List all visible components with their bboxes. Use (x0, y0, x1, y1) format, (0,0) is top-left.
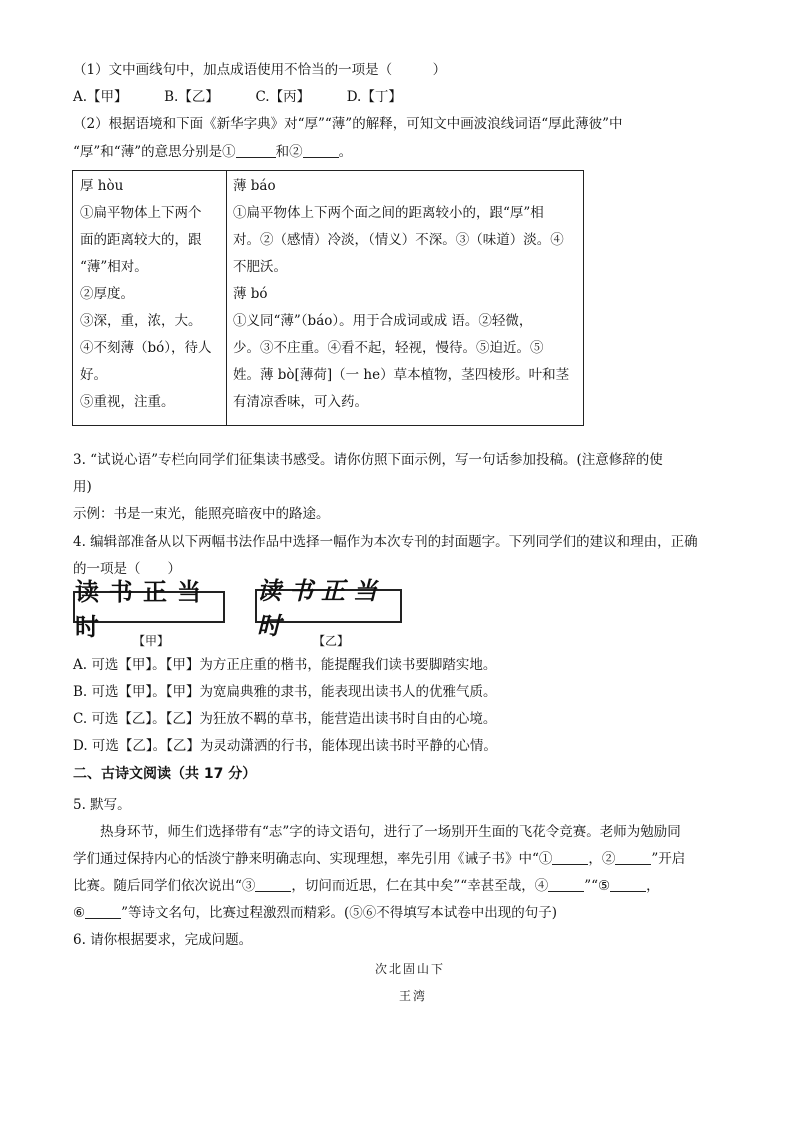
dict-hou-line: 厚 hòu (80, 178, 124, 194)
dict-bao-line: 姓。薄 bò[薄荷]（一 he）草本植物，茎四棱形。叶和茎 (233, 367, 570, 383)
dict-hou-line: “薄”相对。 (80, 259, 148, 275)
q5-paragraph-line: ⑥ ”等诗文名句，比赛过程激烈而精彩。(⑤⑥不得填写本试卷中出现的句子) (73, 905, 558, 921)
dict-bao-line: ①扁平物体上下两个面之间的距离较小的，跟“厚”相 (233, 205, 544, 221)
q5-title: 5. 默写。 (73, 797, 131, 813)
q1-option-c: C.【丙】 (255, 89, 311, 105)
dict-entry-hou (73, 171, 227, 425)
dict-hou-line: 好。 (80, 367, 107, 383)
poem-author: 王湾 (399, 989, 428, 1003)
dict-hou-line: 面的距离较大的，跟 (80, 232, 202, 248)
answer-blank-6[interactable] (85, 904, 121, 919)
q4-option-b: B. 可选【甲】。【甲】为宽扁典雅的隶书，能表现出读书人的优雅气质。 (73, 684, 497, 700)
q1-option-b: B.【乙】 (164, 89, 219, 105)
answer-blank-5[interactable] (610, 877, 646, 892)
answer-blank-2[interactable] (303, 143, 339, 158)
q5-paragraph-line: 比赛。随后同学们依次说出“③ ，切问而近思，仁在其中矣”“幸甚至哉，④ ”“⑤ ， (73, 878, 660, 894)
calligraphy-yi-label: 【乙】 (313, 634, 350, 648)
dict-bao-line: 有清凉香味，可入药。 (233, 394, 368, 410)
section-title: 二、古诗文阅读（共 17 分） (73, 766, 257, 782)
dict-bao-line: 少。③不庄重。④看不起，轻视，慢待。⑤迫近。⑤ (233, 340, 544, 356)
q6-title: 6. 请你根据要求，完成问题。 (73, 932, 253, 948)
dictionary-table (72, 170, 584, 426)
q1-option-a: A.【甲】 (73, 89, 128, 105)
calligraphy-yi-text: 读书正当时 (257, 576, 385, 640)
q2-stem: （2）根据语境和下面《新华字典》对“厚”“薄”的解释，可知文中画波浪线词语“厚此薄彼”中 (73, 116, 623, 132)
dict-bao-line: 不肥沃。 (233, 259, 287, 275)
q2-answer-line: “厚”和“薄”的意思分别是① 和② 。 (73, 144, 353, 160)
dict-hou-line: ③深，重，浓，大。 (80, 313, 202, 329)
q4-option-d: D. 可选【乙】。【乙】为灵动潇洒的行书，能体现出读书时平静的心情。 (73, 738, 497, 754)
calligraphy-yi (255, 576, 402, 640)
answer-blank-1[interactable] (236, 143, 276, 158)
q4-option-a: A. 可选【甲】。【甲】为方正庄重的楷书，能提醒我们读书要脚踏实地。 (73, 657, 497, 673)
dict-bao-line: ①义同“薄”（báo）。用于合成词或成 语。②轻微， (233, 313, 533, 329)
q3-example: 示例：书是一束光，能照亮暗夜中的路途。 (73, 506, 330, 522)
dict-entry-bao (226, 171, 583, 425)
q4-stem-cont: 的一项是（ ） (73, 561, 181, 577)
dict-hou-line: ②厚度。 (80, 286, 134, 302)
answer-blank-2[interactable] (615, 850, 651, 865)
q5-paragraph-line: 学们通过保持内心的恬淡宁静来明确志向、实现理想，率先引用《诫子书》中“① ，② ”开启 (73, 851, 686, 867)
answer-blank-4[interactable] (548, 877, 584, 892)
calligraphy-jia-text: 读书正当时 (75, 577, 211, 641)
q4-option-c: C. 可选【乙】。【乙】为狂放不羁的草书，能营造出读书时自由的心境。 (73, 711, 497, 727)
q5-paragraph: 热身环节，师生们选择带有“志”字的诗文语句，进行了一场别开生面的飞花令竞赛。老师为勉励同 (100, 824, 681, 840)
dict-bao-line: 对。②（感情）冷淡，（情义）不深。③（味道）淡。④ (233, 232, 564, 248)
q3-stem-cont: 用) (73, 479, 92, 495)
poem-title: 次北固山下 (375, 962, 446, 976)
q1-options (73, 87, 402, 107)
q3-stem: 3. “试说心语”专栏向同学们征集读书感受。请你仿照下面示例，写一句话参加投稿。(注意修辞的使 (73, 452, 663, 468)
dict-hou-line: ①扁平物体上下两个 (80, 205, 202, 221)
q1-stem: （1）文中画线句中，加点成语使用不恰当的一项是（ ） (73, 62, 447, 78)
dict-bao-line: 薄 báo (233, 178, 276, 194)
dict-hou-line: ④不刻薄（bó），待人 (80, 340, 212, 356)
dict-bao-line: 薄 bó (233, 286, 268, 302)
q1-option-d: D.【丁】 (346, 89, 402, 105)
answer-blank-1[interactable] (552, 850, 588, 865)
calligraphy-jia-label: 【甲】 (133, 634, 170, 648)
dict-hou-line: ⑤重视，注重。 (80, 394, 175, 410)
answer-blank-3[interactable] (255, 877, 291, 892)
q4-stem: 4. 编辑部准备从以下两幅书法作品中选择一幅作为本次专刊的封面题字。下列同学们的建议和理由，正确 (73, 534, 698, 550)
calligraphy-jia (73, 577, 225, 641)
